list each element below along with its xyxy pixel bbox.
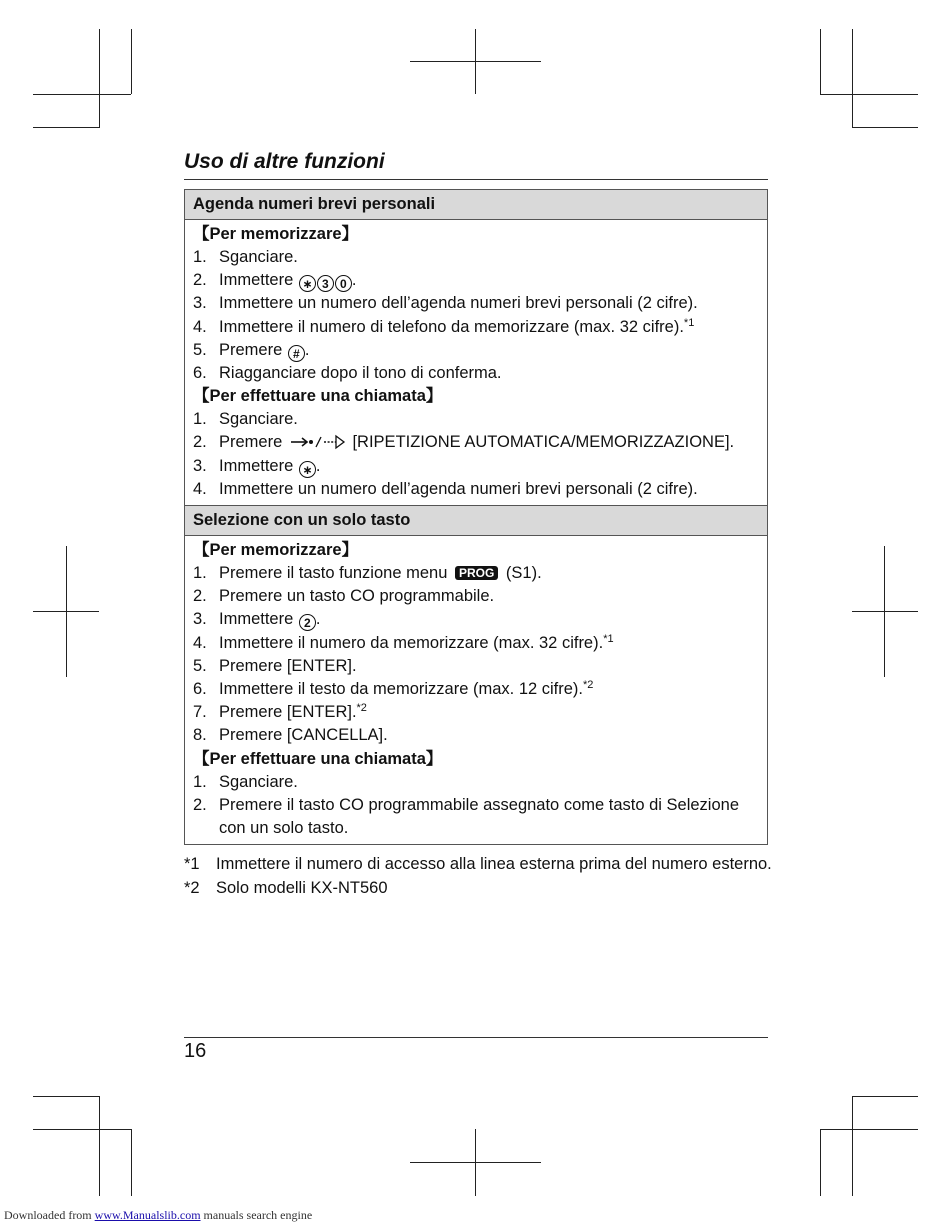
step-label: Premere il tasto CO programmabile assegnato come tasto di Selezione con un solo tasto. — [219, 795, 739, 838]
list-item — [185, 562, 767, 585]
step-text — [219, 794, 767, 840]
step-text — [219, 292, 767, 315]
list-item — [185, 478, 767, 501]
step-label: Premere [CANCELLA]. — [219, 726, 388, 745]
table-section-body — [185, 220, 767, 506]
list-item — [185, 771, 767, 794]
step-label: Sganciare. — [219, 248, 298, 266]
list-item — [185, 678, 767, 701]
step-text — [219, 562, 767, 585]
step-number: 6. — [193, 364, 207, 383]
download-suffix: manuals search engine — [203, 1208, 313, 1222]
list-item — [185, 292, 767, 315]
step-number: 7. — [193, 703, 207, 722]
step-label: Premere [ENTER]. — [219, 703, 357, 722]
step-label: Sganciare. — [219, 410, 298, 429]
footnote-ref: *2 — [583, 679, 594, 692]
step-number: 4. — [193, 479, 207, 498]
digit-key-icon: 3 — [317, 275, 334, 292]
step-suffix: . — [315, 456, 321, 475]
step-number: 5. — [193, 340, 207, 359]
list-item — [185, 362, 767, 385]
step-number: 3. — [193, 294, 207, 313]
store-subheading: 【Per memorizzare】 — [193, 541, 359, 560]
star-key-icon: ∗ — [299, 275, 316, 292]
step-suffix: . — [351, 271, 357, 290]
list-item — [185, 339, 767, 362]
step-number: 1. — [193, 410, 207, 429]
step-number: 3. — [193, 456, 207, 475]
step-label: Immettere il numero di telefono da memorizzare (max. 32 cifre). — [219, 317, 684, 336]
footer-divider — [184, 1037, 768, 1038]
step-number: 2. — [193, 587, 207, 606]
redial-memory-icon — [290, 434, 346, 450]
step-text — [219, 585, 767, 608]
step-label: Premere — [219, 433, 283, 452]
step-number: 1. — [193, 772, 207, 791]
download-prefix: Downloaded from — [4, 1208, 92, 1222]
list-item — [185, 246, 767, 269]
step-number: 5. — [193, 656, 207, 675]
download-note — [4, 1208, 312, 1223]
step-number: 2. — [193, 271, 207, 290]
step-label: Immettere — [219, 610, 294, 629]
step-number: 2. — [193, 433, 207, 452]
footnote-text: Solo modelli KX-NT560 — [216, 878, 388, 897]
footnote-ref: *2 — [356, 702, 367, 715]
footnote — [184, 853, 784, 877]
digit-key-icon: 2 — [299, 614, 316, 631]
step-text — [219, 655, 767, 678]
call-subheading: 【Per effettuare una chiamata】 — [193, 387, 443, 406]
list-item — [185, 608, 767, 631]
list-item — [185, 655, 767, 678]
step-text — [219, 408, 767, 431]
step-suffix: [RIPETIZIONE AUTOMATICA/MEMORIZZAZIONE]. — [352, 433, 735, 452]
footnotes — [184, 853, 784, 900]
step-number: 2. — [193, 795, 207, 814]
list-item — [185, 269, 767, 292]
footnote-mark: *2 — [184, 878, 200, 897]
list-item — [185, 455, 767, 478]
step-text — [219, 724, 767, 747]
step-text — [219, 316, 767, 339]
table-section-header: Selezione con un solo tasto — [185, 506, 767, 536]
list-item — [185, 408, 767, 431]
step-number: 1. — [193, 248, 207, 266]
call-subheading: 【Per effettuare una chiamata】 — [193, 749, 443, 768]
step-number: 6. — [193, 680, 207, 699]
step-number: 1. — [193, 564, 207, 583]
list-item — [185, 701, 767, 724]
step-label: Premere un tasto CO programmabile. — [219, 587, 495, 606]
step-label: Immettere il testo da memorizzare (max. 12 cifre). — [219, 680, 584, 699]
page-number: 16 — [184, 1040, 207, 1062]
store-subheading: 【Per memorizzare】 — [193, 225, 359, 243]
step-text — [219, 246, 767, 269]
step-text — [219, 678, 767, 701]
step-text — [219, 455, 767, 478]
step-label: Sganciare. — [219, 772, 298, 791]
step-number: 4. — [193, 633, 207, 652]
footnote-text: Immettere il numero di accesso alla linea esterna prima del numero esterno. — [216, 855, 772, 873]
step-label: Immettere il numero da memorizzare (max. 32 cifre). — [219, 633, 604, 652]
step-text — [219, 339, 767, 362]
step-number: 8. — [193, 726, 207, 745]
step-text — [219, 771, 767, 794]
table-section-header: Agenda numeri brevi personali — [185, 190, 767, 220]
hash-key-icon: # — [288, 345, 305, 362]
list-item — [185, 431, 767, 454]
list-item — [185, 632, 767, 655]
footnote-ref: *1 — [603, 632, 614, 645]
step-suffix: . — [315, 610, 321, 629]
list-item — [185, 316, 767, 339]
step-text — [219, 701, 767, 724]
step-text — [219, 431, 767, 454]
step-label: Premere [ENTER]. — [219, 656, 357, 675]
list-item — [185, 585, 767, 608]
footnote-ref: *1 — [683, 316, 695, 329]
step-text — [219, 478, 767, 501]
footnote-mark: *1 — [184, 855, 200, 873]
title-divider — [184, 179, 768, 180]
prog-key-badge: PROG — [455, 566, 498, 580]
step-text — [219, 269, 767, 292]
section-title: Uso di altre funzioni — [184, 150, 385, 173]
step-label: Premere il tasto funzione menu — [219, 564, 448, 583]
step-suffix: . — [304, 340, 310, 359]
footnote — [184, 877, 784, 901]
step-label: Immettere — [219, 456, 294, 475]
manualslib-link[interactable]: www.Manualslib.com — [94, 1208, 201, 1222]
table-section-body — [185, 536, 767, 844]
step-number: 3. — [193, 610, 207, 629]
step-label: Riagganciare dopo il tono di conferma. — [219, 364, 502, 383]
digit-key-icon: 0 — [335, 275, 352, 292]
step-label: Immettere — [219, 271, 294, 290]
list-item — [185, 724, 767, 747]
step-text — [219, 362, 767, 385]
step-number: 4. — [193, 317, 207, 336]
instructions-table — [184, 189, 768, 845]
step-text — [219, 608, 767, 631]
step-text — [219, 632, 767, 655]
list-item — [185, 794, 767, 840]
star-key-icon: ∗ — [299, 461, 316, 478]
step-label: Immettere un numero dell’agenda numeri brevi personali (2 cifre). — [219, 479, 698, 498]
step-suffix: (S1). — [505, 564, 542, 583]
step-label: Immettere un numero dell’agenda numeri brevi personali (2 cifre). — [219, 294, 698, 313]
step-label: Premere — [219, 340, 283, 359]
